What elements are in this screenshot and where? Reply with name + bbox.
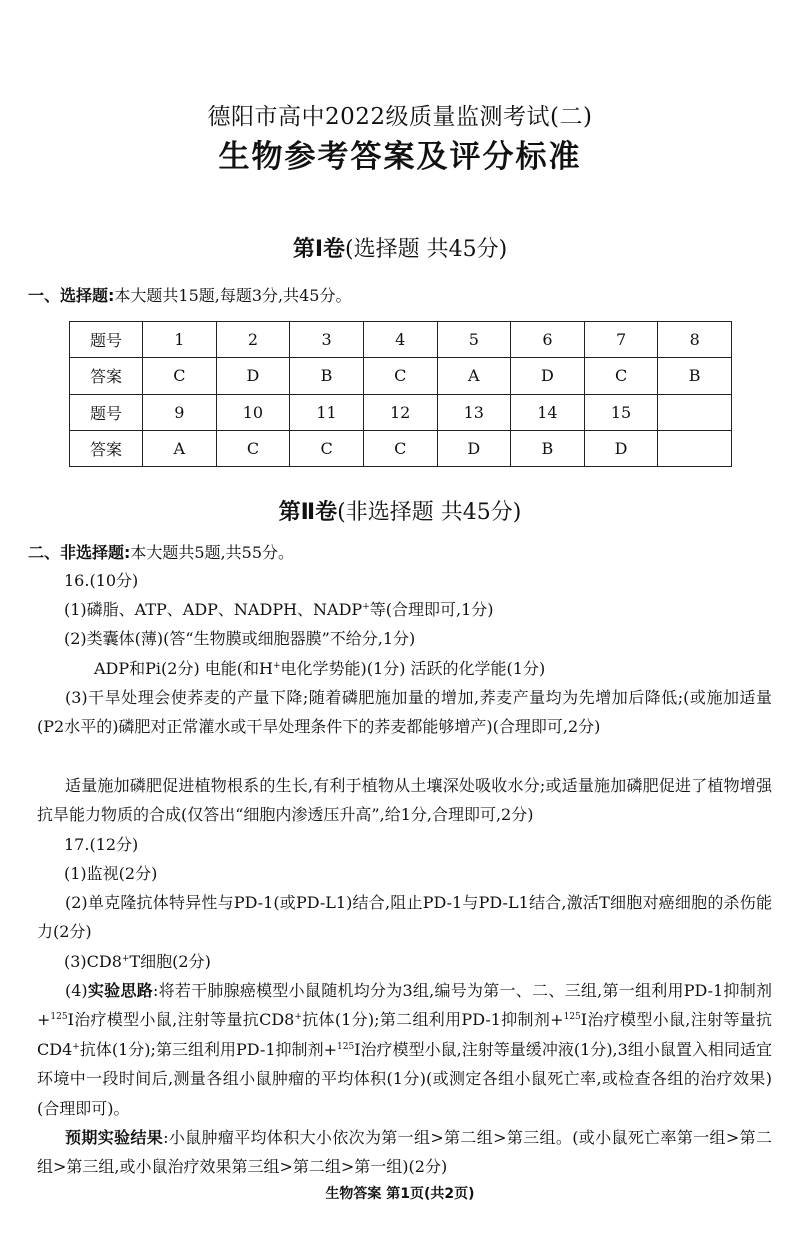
q17-a4-bold: 实验思路 [87,981,153,1000]
q17-answer-4 [37,976,772,1123]
table-cell: 6 [511,322,585,358]
part2-title-rest: (非选择题 共45分) [337,500,522,525]
table-cell: 11 [290,394,364,430]
table-cell: B [658,358,732,394]
table-row [70,394,732,430]
table-cell: C [143,358,217,394]
section1-heading [28,283,351,306]
q16-answer-2: (2)类囊体(薄)(答“生物膜或细胞器膜”不给分,1分) [64,629,416,648]
q17-a3-text: (3)CD8 [64,952,122,971]
table-cell: 7 [584,322,658,358]
table-cell: D [584,430,658,466]
table-cell: 13 [437,394,511,430]
q17-expected-result [37,1123,772,1182]
table-cell: 12 [363,394,437,430]
q17-answer-1: (1)监视(2分) [64,864,158,883]
table-cell: C [363,430,437,466]
q17-a3-tail: T细胞(2分) [129,952,211,971]
table-cell: 8 [658,322,732,358]
q16-a2b-sup: + [272,661,281,671]
q17-result-text: :小鼠肿瘤平均体积大小依次为第一组>第二组>第三组。(或小鼠死亡率第一组>第二组>第三组,或小鼠治疗效果第三组>第二组>第一组)(2分) [37,1128,772,1177]
table-cell: D [511,358,585,394]
q16-a1-sup: + [362,602,370,612]
table-row [70,430,732,466]
section2-rest: 本大题共5题,共55分。 [130,543,295,562]
section2-bold: 二、非选择题: [28,543,131,562]
page-footer: 生物答案 第1页(共2页) [325,1186,475,1202]
part1-title-rest: (选择题 共45分) [345,237,508,262]
q16-a2b-tail: 电化学势能)(1分) 活跃的化学能(1分) [280,659,546,678]
q16-answer-3: (3)干旱处理会使荞麦的产量下降;随着磷肥施加量的增加,荞麦产量均为先增加后降低;(或施加适量(P2水平的)磷肥对正常灌水或干旱处理条件下的荞麦都能够增产)(合理即可,2分) [37,688,772,737]
table-row [70,358,732,394]
q17-result-bold: 预期实验结果 [65,1128,164,1147]
table-cell: 3 [290,322,364,358]
row-label: 题号 [70,322,143,358]
part2-title [0,495,800,526]
q17-a4-label: (4) [65,981,88,1000]
table-cell: C [584,358,658,394]
table-cell: 9 [143,394,217,430]
charge-sup: + [72,1041,80,1052]
table-cell: 5 [437,322,511,358]
part1-title [0,232,800,263]
q16-a1-text: (1)磷脂、ATP、ADP、NADPH、NADP [64,600,363,619]
part1-title-bold: 第Ⅰ卷 [292,237,346,262]
charge-sup: + [294,1012,302,1023]
q17-a4-text: 抗体(1分);第二组利用PD-1抑制剂+ [301,1010,564,1030]
table-cell: D [216,358,290,394]
q17-a4-text: I治疗模型小鼠,注射等量抗CD4 [37,1010,772,1059]
table-cell: 15 [584,394,658,430]
isotope-sup: 125 [50,1012,68,1023]
isotope-sup: 125 [563,1012,581,1023]
row-label: 题号 [70,394,143,430]
table-cell: C [363,358,437,394]
table-cell [658,394,732,430]
table-cell: D [437,430,511,466]
q16-a2b-text: ADP和Pi(2分) 电能(和H [94,659,273,678]
table-cell: B [511,430,585,466]
table-cell: 4 [363,322,437,358]
page-title: 生物参考答案及评分标准 [218,139,582,175]
table-cell: 14 [511,394,585,430]
q17-a3-sup: + [121,954,130,964]
table-cell: 10 [216,394,290,430]
part2-title-bold: 第Ⅱ卷 [278,500,338,525]
answer-table [69,321,732,467]
q16-heading: 16.(10分) [64,571,139,590]
q17-answer-3 [64,947,211,976]
q16-a1-tail: 等(合理即可,1分) [369,600,494,619]
table-cell: A [437,358,511,394]
row-label: 答案 [70,358,143,394]
isotope-sup: 125 [337,1041,355,1052]
q16-answer-2b [94,654,545,683]
table-cell: 2 [216,322,290,358]
q17-answer-2: (2)单克隆抗体特异性与PD-1(或PD-L1)结合,阻止PD-1与PD-L1结合,激活T细胞对癌细胞的杀伤能力(2分) [37,893,772,942]
exam-subtitle: 德阳市高中2022级质量监测考试(二) [207,104,593,130]
row-label: 答案 [70,430,143,466]
table-cell: C [290,430,364,466]
table-cell: 1 [143,322,217,358]
table-cell: A [143,430,217,466]
q17-a4-text: :将若干肺腺癌模型小鼠随机均分为3组,编号为第一、二、三组,第一组利用PD-1抑制剂+ [37,981,772,1030]
table-cell [658,430,732,466]
q16-answer-1 [64,595,494,624]
section1-bold: 一、选择题: [28,286,115,305]
q16-answer-3b: 适量施加磷肥促进植物根系的生长,有利于植物从土壤深处吸收水分;或适量施加磷肥促进了植物增强抗旱能力物质的合成(仅答出“细胞内渗透压升高”,给1分,合理即可,2分) [37,776,772,825]
section2-heading [28,540,294,563]
table-cell: B [290,358,364,394]
q17-a4-text: 抗体(1分);第三组利用PD-1抑制剂+ [79,1039,337,1059]
q17-a4-text: I治疗模型小鼠,注射等量缓冲液(1分),3组小鼠置入相同适宜环境中一段时间后,测量各组小鼠肿瘤的平均体积(1分)(或测定各组小鼠死亡率,或检查各组的治疗效果)(合理即可)。 [37,1039,772,1118]
table-row [70,322,732,358]
table-cell: C [216,430,290,466]
q17-heading: 17.(12分) [64,835,139,854]
section1-rest: 本大题共15题,每题3分,共45分。 [114,286,352,305]
q17-a4-text: I治疗模型小鼠,注射等量抗CD8 [67,1010,295,1030]
